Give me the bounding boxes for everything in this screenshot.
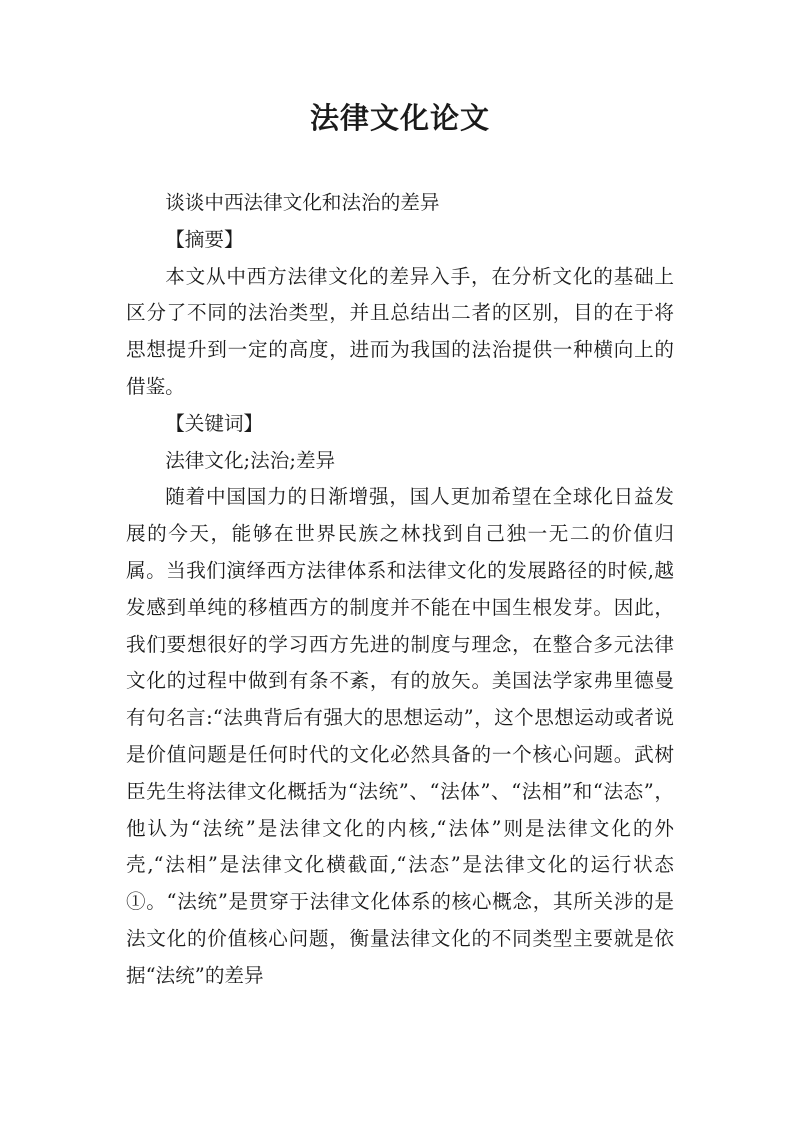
abstract-paragraph: 本文从中西方法律文化的差异入手，在分析文化的基础上区分了不同的法治类型，并且总结出二者的区别，目的在于将思想提升到一定的高度，进而为我国的法治提供一种横向上的借鉴。 (126, 264, 674, 398)
document-title: 法律文化论文 (309, 101, 490, 135)
document-body (126, 185, 674, 995)
keywords-list: 法律文化;法治;差异 (165, 448, 336, 472)
body-paragraph: 随着中国国力的日渐增强，国人更加希望在全球化日益发展的今天，能够在世界民族之林找到自己独一无二的价值归属。当我们演绎西方法律体系和法律文化的发展路径的时候,越发感到单纯的移植西方的制度并不能在中国生根发芽。因此，我们要想很好的学习西方先进的制度与理念，在整合多元法律文化的过程中做到有条不紊，有的放矢。美国法学家弗里德曼有句名言:“法典背后有强大的思想运动”，这个思想运动或者说是价值问题是任何时代的文化必然具备的一个核心问题。武树臣先生将法律文化概括为“法统”、“法体”、“法相”和“法态”，他认为“法统”是法律文化的内核,“法体”则是法律文化的外壳,“法相”是法律文化横截面,“法态”是法律文化的运行状态①。“法统”是贯穿于法律文化体系的核心概念，其所关涉的是法文化的价值核心问题，衡量法律文化的不同类型主要就是依据“法统”的差异 (126, 485, 674, 987)
keywords-heading: 【关键词】 (165, 411, 264, 435)
abstract-heading: 【摘要】 (165, 227, 244, 251)
subtitle: 谈谈中西法律文化和法治的差异 (165, 191, 440, 214)
